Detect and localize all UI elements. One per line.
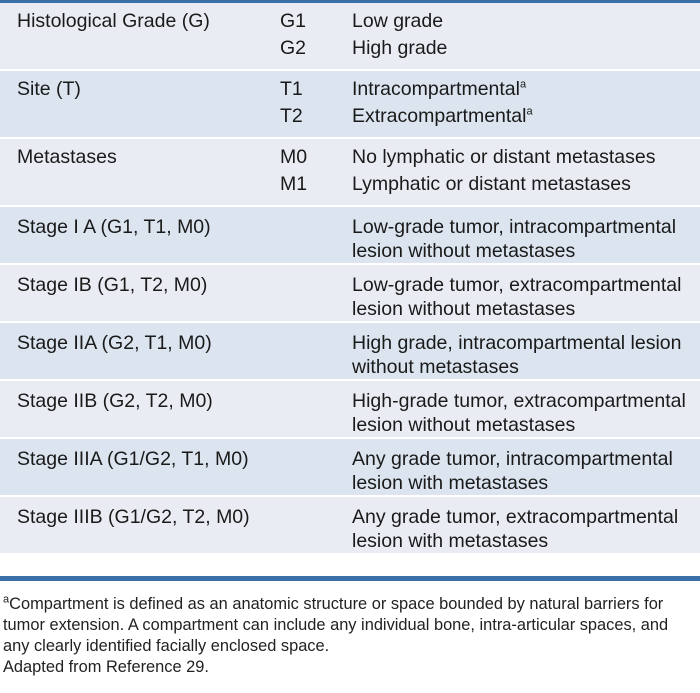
footnote-line [3,594,697,615]
table-row [0,438,700,496]
table-row [0,172,700,206]
table-row [0,264,700,322]
table-row [0,380,700,438]
row-description [352,496,700,553]
row-description-line: Any grade tumor, extracompartmental [352,506,679,528]
row-description [352,206,700,264]
table-footnotes [3,594,697,678]
row-description-line: lesion without metastases [352,298,576,320]
footnote-line: any clearly identified facially enclosed space. [3,637,330,655]
table-row [0,496,700,553]
row-label [0,36,278,70]
footnote-text: Compartment is defined as an anatomic structure or space bounded by natural barriers for [9,595,664,613]
row-label: Histological Grade (G) [0,3,278,36]
row-label: Stage IIIA (G1/G2, T1, M0) [0,438,278,496]
row-description-line: lesion with metastases [352,472,549,494]
row-label: Stage IIA (G2, T1, M0) [0,322,278,380]
footnote-marker: a [3,593,10,606]
row-label: Metastases [0,138,278,172]
footnote-line: tumor extension. A compartment can include any individual bone, intra-articular spaces, and [3,616,669,634]
table-row [0,70,700,104]
row-description-line: lesion without metastases [352,240,576,262]
row-code: M0 [278,138,352,172]
table-row [0,138,700,172]
row-description-line: lesion with metastases [352,530,549,552]
row-label: Stage IB (G1, T2, M0) [0,264,278,322]
row-code [278,496,352,553]
row-description-line: High grade, intracompartmental lesion [352,332,682,354]
table-row [0,206,700,264]
row-label: Site (T) [0,70,278,104]
row-label: Stage IIB (G2, T2, M0) [0,380,278,438]
row-code: G2 [278,36,352,70]
footnote-marker: a [526,105,533,118]
row-description-line: Any grade tumor, intracompartmental [352,448,673,470]
row-code: T2 [278,104,352,138]
row-description: Lymphatic or distant metastases [352,172,700,206]
row-code: T1 [278,70,352,104]
footnote-marker: a [520,78,527,91]
row-description: No lymphatic or distant metastases [352,138,700,172]
row-code [278,206,352,264]
table-row [0,36,700,70]
row-description [352,438,700,496]
table-row [0,104,700,138]
staging-table [0,3,700,553]
row-label [0,104,278,138]
row-description-line: Low-grade tumor, extracompartmental [352,274,682,296]
row-description-line: Low-grade tumor, intracompartmental [352,216,677,238]
row-description-text: Intracompartmental [352,78,520,100]
row-description [352,264,700,322]
row-description [352,322,700,380]
row-description [352,70,700,104]
row-code [278,322,352,380]
row-code [278,438,352,496]
row-description [352,104,700,138]
table-row [0,322,700,380]
row-code [278,380,352,438]
row-description-line: without metastases [352,356,519,378]
row-description [352,380,700,438]
row-description: Low grade [352,3,700,36]
row-label: Stage I A (G1, T1, M0) [0,206,278,264]
row-label [0,172,278,206]
source-note: Adapted from Reference 29. [3,658,209,676]
row-description-line: High-grade tumor, extracompartmental [352,390,686,412]
row-code: G1 [278,3,352,36]
row-description-text: Extracompartmental [352,105,527,127]
row-code [278,264,352,322]
bottom-rule [0,576,700,581]
table-row [0,3,700,36]
row-code: M1 [278,172,352,206]
row-description-line: lesion without metastases [352,414,576,436]
row-description: High grade [352,36,700,70]
row-label: Stage IIIB (G1/G2, T2, M0) [0,496,278,553]
